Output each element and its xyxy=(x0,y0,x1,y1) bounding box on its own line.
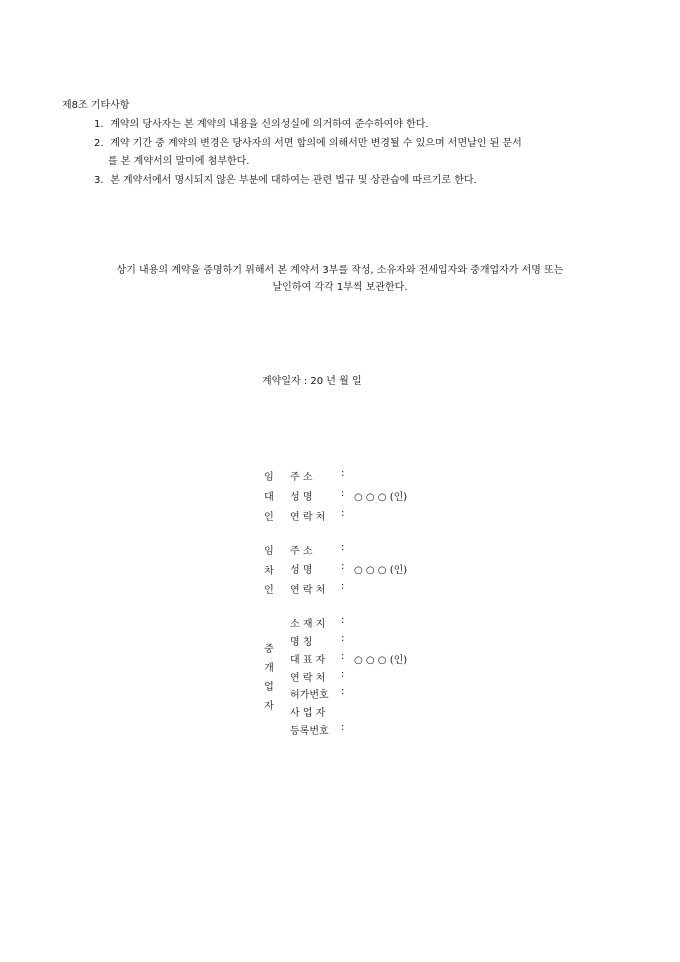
closing-line-1: 상기 내용의 계약을 증명하기 위해서 본 계약서 3부를 작성, 소유자와 전세입자와 중개업자가 서명 또는 xyxy=(116,265,564,276)
clause-text: 계약의 당사자는 본 계약의 내용을 신의성실에 의거하여 준수하여야 한다. xyxy=(110,119,429,130)
colon: : xyxy=(341,581,345,592)
clause-2 xyxy=(94,134,522,149)
agent-signature: ○ ○ ○ (인) xyxy=(354,655,408,666)
tenant-label-char: 임 xyxy=(264,546,274,557)
agent-label-char: 자 xyxy=(264,701,274,712)
clause-number: 1. xyxy=(94,119,104,130)
landlord-label-char: 인 xyxy=(264,512,274,523)
agent-label-char: 업 xyxy=(264,682,274,693)
article-title: 제8조 기타사항 xyxy=(62,100,130,111)
agent-registration-number-label: 등록번호 xyxy=(290,726,329,737)
clause-text: 본 계약서에서 명시되지 않은 부분에 대하여는 관련 법규 및 상관습에 따르기로 한다. xyxy=(110,175,477,186)
tenant-label-char: 인 xyxy=(264,585,274,596)
agent-label-char: 개 xyxy=(264,663,274,674)
landlord-name-label: 성 명 xyxy=(290,492,313,503)
closing-line-2: 날인하여 각각 1부씩 보관한다. xyxy=(272,282,408,293)
colon: : xyxy=(341,468,345,479)
landlord-label-char: 대 xyxy=(264,492,274,503)
tenant-contact-label: 연 락 처 xyxy=(290,585,326,596)
landlord-contact-label: 연 락 처 xyxy=(290,512,326,523)
agent-location-label: 소 재 지 xyxy=(290,619,326,630)
contract-date: 계약일자 : 20 년 월 일 xyxy=(262,376,362,387)
colon: : xyxy=(341,686,345,697)
landlord-signature: ○ ○ ○ (인) xyxy=(354,492,408,503)
colon: : xyxy=(341,651,345,662)
agent-business-label: 사 업 자 xyxy=(290,708,326,719)
colon: : xyxy=(341,508,345,519)
tenant-label-char: 차 xyxy=(264,566,274,577)
clause-2-continuation: 를 본 계약서의 말미에 첨부한다. xyxy=(108,156,250,167)
agent-license-number-label: 허가번호 xyxy=(290,690,329,701)
closing-statement xyxy=(0,262,680,296)
tenant-name-label: 성 명 xyxy=(290,565,313,576)
tenant-address-label: 주 소 xyxy=(290,546,313,557)
colon: : xyxy=(341,669,345,680)
agent-firm-name-label: 명 칭 xyxy=(290,637,313,648)
landlord-address-label: 주 소 xyxy=(290,472,313,483)
clause-number: 3. xyxy=(94,175,104,186)
clause-1 xyxy=(94,115,429,130)
clause-number: 2. xyxy=(94,138,104,149)
agent-contact-label: 연 락 처 xyxy=(290,673,326,684)
clause-text: 계약 기간 중 계약의 변경은 당사자의 서면 합의에 의해서만 변경될 수 있으며 서면날인 된 문서 xyxy=(110,138,522,149)
landlord-label-char: 임 xyxy=(264,472,274,483)
agent-representative-label: 대 표 자 xyxy=(290,655,326,666)
colon: : xyxy=(341,633,345,644)
colon: : xyxy=(341,542,345,553)
colon: : xyxy=(341,615,345,626)
colon: : xyxy=(341,722,345,733)
clause-3 xyxy=(94,171,477,186)
colon: : xyxy=(341,488,345,499)
agent-label-char: 중 xyxy=(264,644,274,655)
colon: : xyxy=(341,561,345,572)
tenant-signature: ○ ○ ○ (인) xyxy=(354,565,408,576)
